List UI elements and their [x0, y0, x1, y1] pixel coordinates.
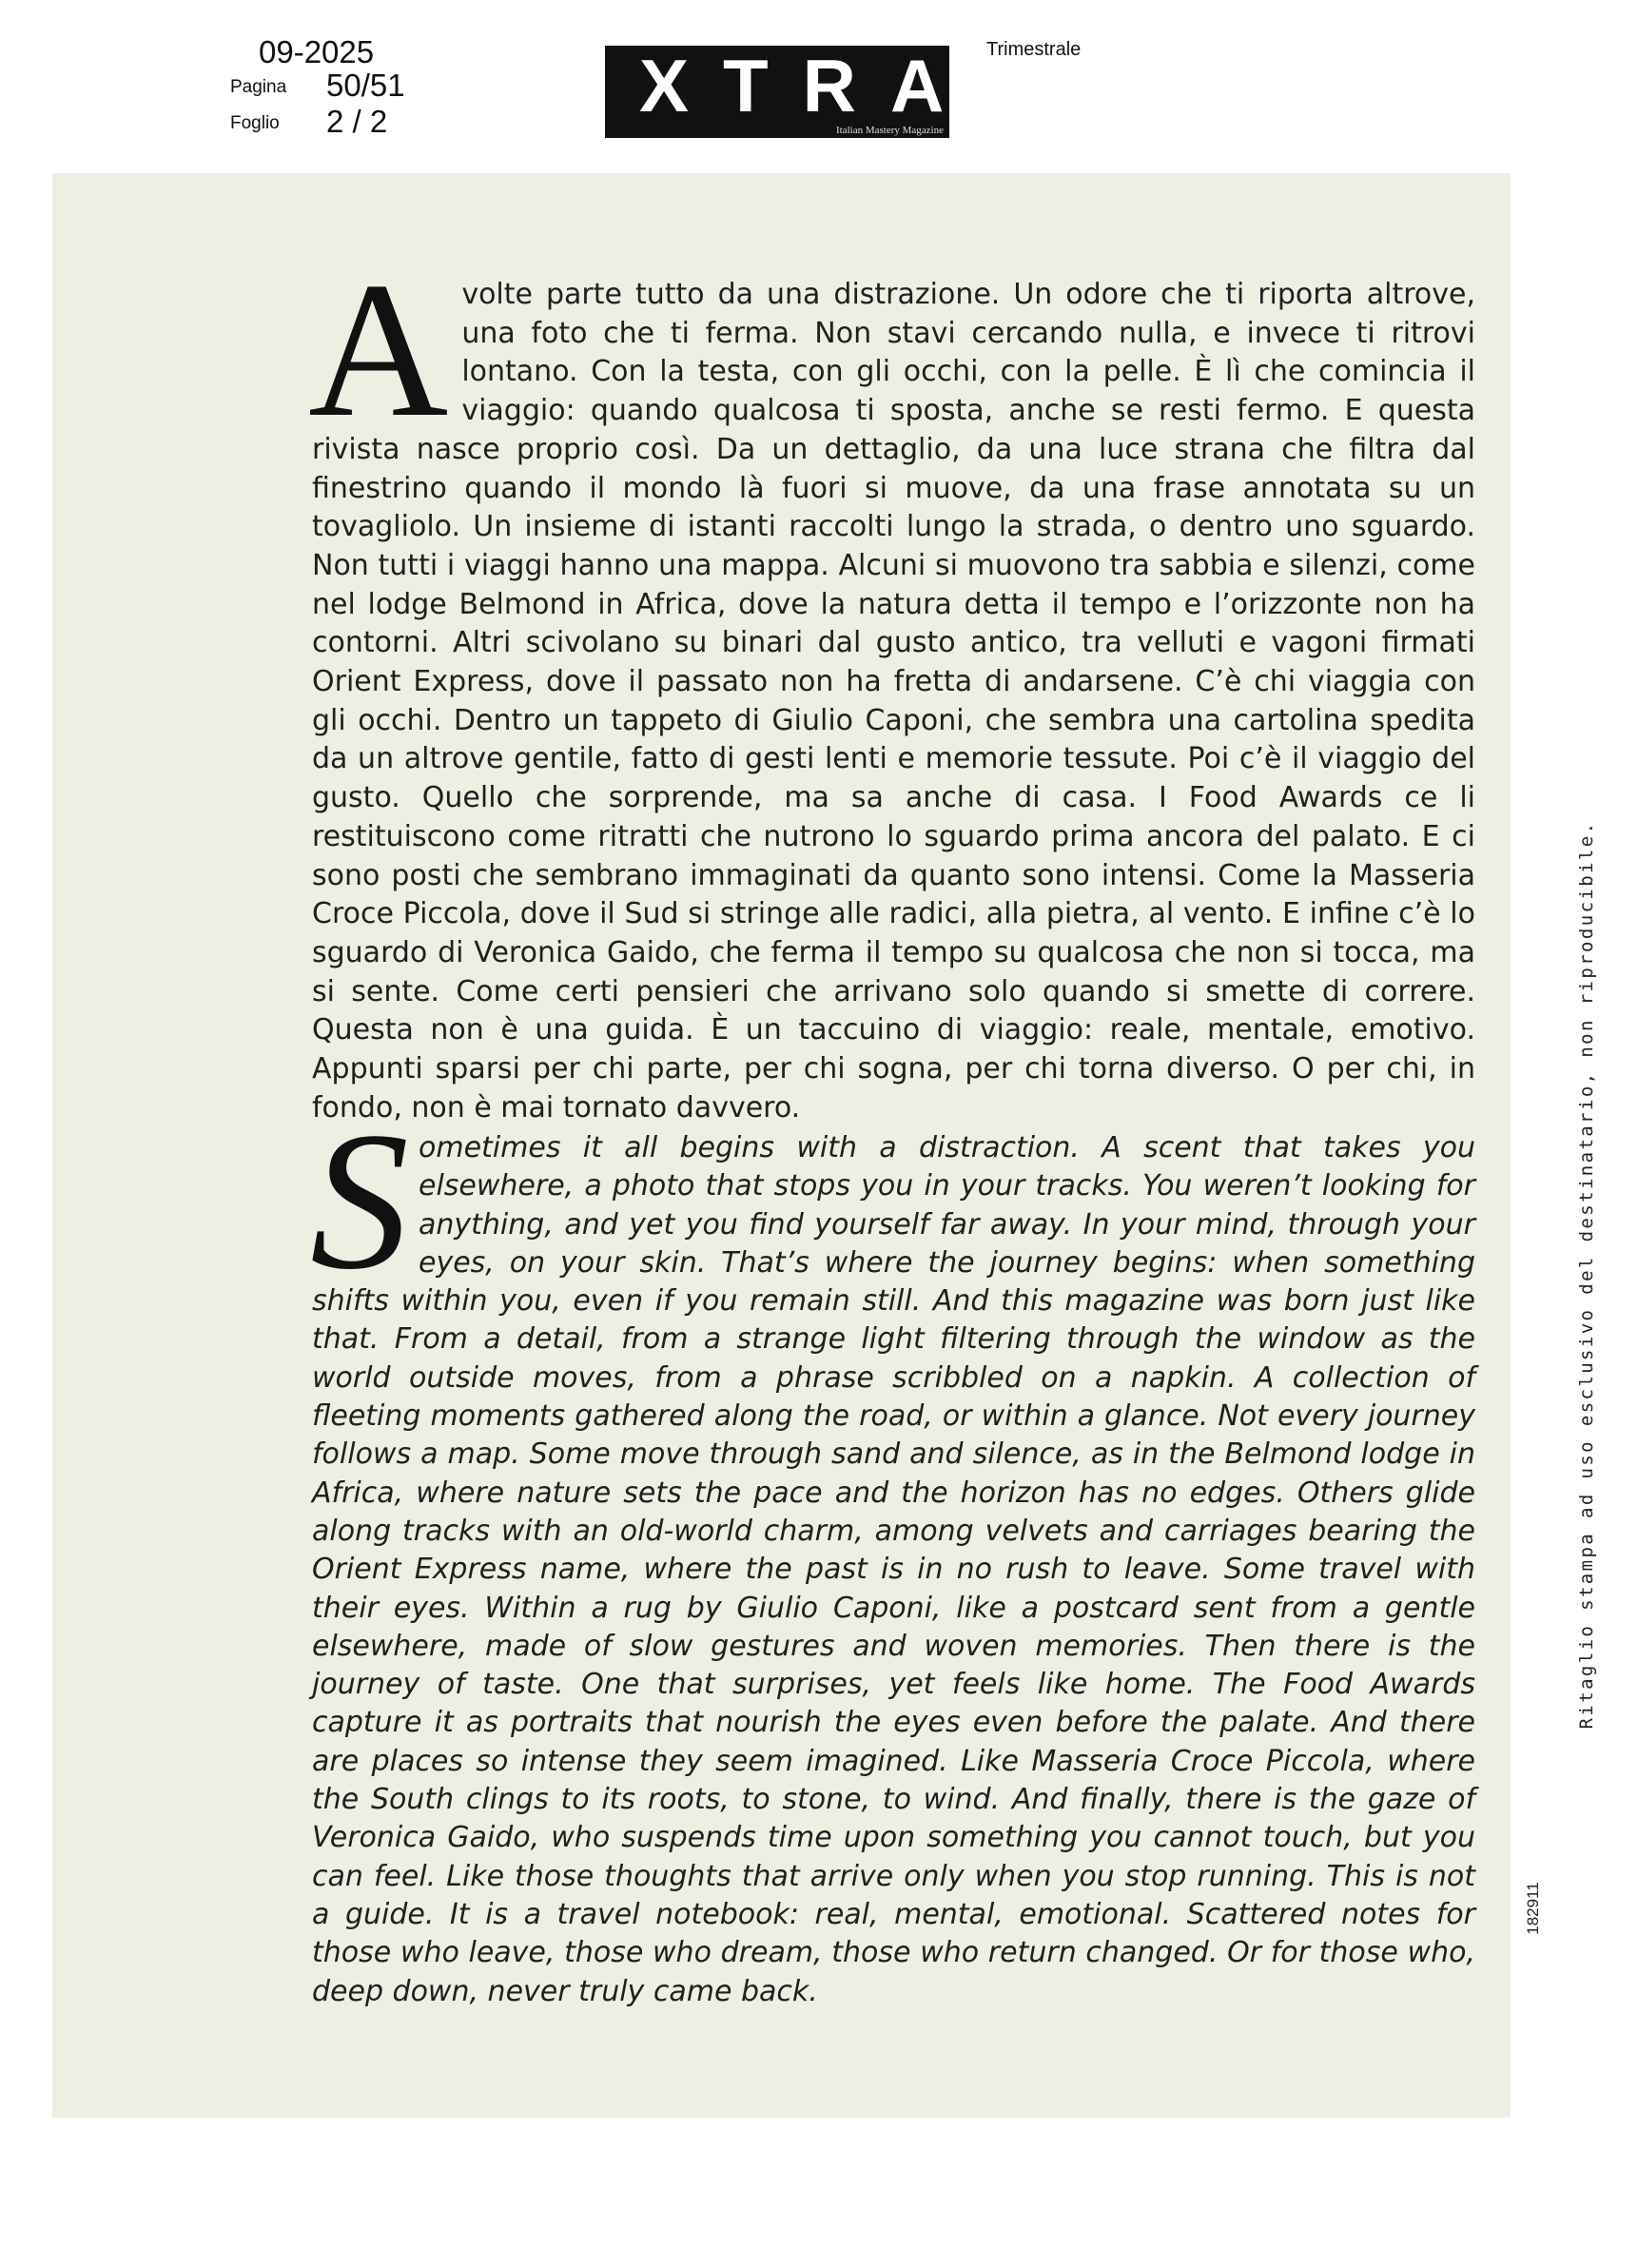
english-text: ometimes it all begins with a distraction. A scent that takes you elsewhere, a photo that stops you in your tracks. You weren’t looking for anything, and yet you find yourself far away. In your mind, through your eyes, on your skin. That’s where the journey begins: when something shifts within you, even if you remain still. And this magazine was born just like that. From a detail, from a strange light filtering through the window as the world outside moves, from a phrase scribbled on a napkin. A collection of fleeting moments gathered along the road, or within a glance. Not every journey follows a map. Some move through sand and silence, as in the Belmond lodge in Africa, where nature sets the pace and the horizon has no edges. Others glide along tracks with an old-world charm, among velvets and carriages bearing the Orient Express name, where the past is in no rush to leave. Some travel with their eyes. Within a rug by Giulio Caponi, like a postcard sent from a gentle elsewhere, made of slow gestures and woven memories. Then there is the journey of taste. One that surprises, yet feels like home. The Food Awards capture it as portraits that nourish the eyes even before the palate. And there are places so intense they seem imagined. Like Masseria Croce Piccola, where the South clings to its roots, to stone, to wind. And finally, there is the gaze of Veronica Gaido, who suspends time upon something you cannot touch, but you can feel. Like those thoughts that arrive only when you stop running. This is not a guide. It is a travel notebook: real, mental, emotional. Scattered notes for those who leave, those who dream, those who return changed. Or for those who, deep down, never truly came back.	[312, 1131, 1475, 2008]
drop-cap-a: A	[308, 243, 449, 458]
publication-frequency: Trimestrale	[986, 39, 1082, 60]
english-editorial	[310, 1091, 1475, 2011]
italian-paragraph	[308, 243, 1475, 1127]
drop-cap-s: S	[310, 1091, 409, 1310]
sheet-label: Foglio	[230, 113, 280, 133]
xtra-logo	[605, 44, 979, 138]
logo-wordmark: XTRA	[639, 44, 979, 127]
page-label: Pagina	[230, 77, 287, 97]
logo-tagline: Italian Mastery Magazine	[835, 125, 944, 136]
italian-text: volte parte tutto da una distrazione. Un odore che ti riporta altrove, una foto che ti ferma. Non stavi cercando nulla, e invece ti ritrovi lontano. Con la testa, con gli occhi, con la pelle. È lì che comincia il viaggio: quando qualcosa ti sposta, anche se resti fermo. E questa rivista nasce proprio così. Da un dettaglio, da una luce strana che filtra dal finestrino quando il mondo là fuori si muove, da una frase annotata su un tovagliolo. Un insieme di istanti raccolti lungo la strada, o dentro uno sguardo. Non tutti i viaggi hanno una mappa. Alcuni si muovono tra sabbia e silenzi, come nel lodge Belmond in Africa, dove la natura detta il tempo e l’orizzonte non ha contorni. Altri scivolano su binari dal gusto antico, tra velluti e vagoni firmati Orient Express, dove il passato non ha fretta di andarsene. C’è chi viaggia con gli occhi. Dentro un tappeto di Giulio Caponi, che sembra una cartolina spedita da un altrove gentile, fatto di gesti lenti e memorie tessute. Poi c’è il viaggio del gusto. Quello che sorprende, ma sa anche di casa. I Food Awards ce li restituiscono come ritratti che nutrono lo sguardo prima ancora del palato. E ci sono posti che sembrano immaginati da quanto sono intensi. Come la Masseria Croce Piccola, dove il Sud si stringe alle radici, alla pietra, al vento. E infine c’è lo sguardo di Veronica Gaido, che ferma il tempo su qualcosa che non si tocca, ma si sente. Come certi pensieri che arrivano solo quando si smette di correre. Questa non è una guida. È un taccuino di viaggio: reale, mentale, emotivo. Appunti sparsi per chi parte, per chi sogna, per chi torna diverso. O per chi, in fondo, non è mai tornato davvero.	[312, 278, 1475, 1124]
clipping-code: 182911	[1524, 1882, 1542, 1935]
issue-date: 09-2025	[259, 34, 375, 69]
italian-editorial	[308, 243, 1475, 1127]
page-number: 50/51	[326, 68, 405, 103]
english-paragraph	[310, 1091, 1475, 2011]
sheet-number: 2 / 2	[326, 104, 388, 139]
press-clipping-disclaimer: Ritaglio stampa ad uso esclusivo del destinatario, non riproducibile.	[1576, 820, 1597, 1730]
article-page	[52, 173, 1511, 2118]
